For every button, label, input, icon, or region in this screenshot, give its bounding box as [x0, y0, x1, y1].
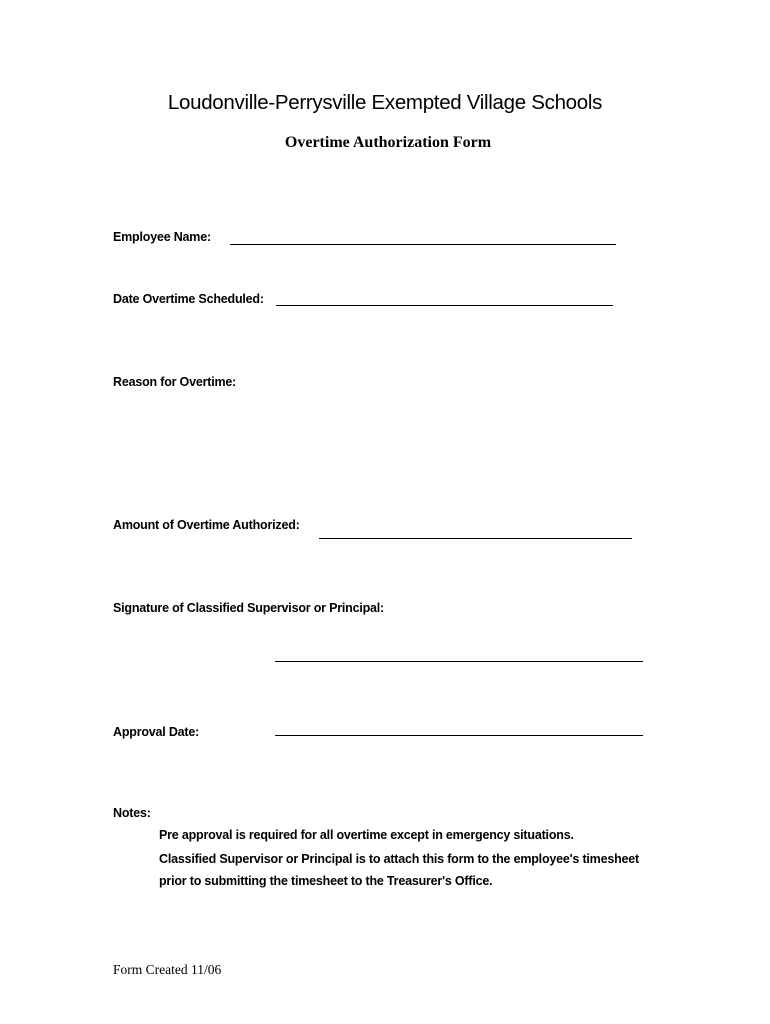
employee-name-label: Employee Name: — [113, 230, 211, 244]
district-title: Loudonville-Perrysville Exempted Village Schools — [167, 91, 603, 114]
date-scheduled-line[interactable] — [276, 305, 613, 306]
date-scheduled-label: Date Overtime Scheduled: — [113, 292, 264, 306]
form-footer: Form Created 11/06 — [113, 962, 222, 977]
note-item: Pre approval is required for all overtime except in emergency situations. — [159, 828, 574, 842]
notes-heading: Notes: — [113, 806, 151, 820]
reason-label: Reason for Overtime: — [113, 375, 237, 389]
form-title: Overtime Authorization Form — [284, 134, 492, 151]
reason-area[interactable] — [113, 398, 643, 498]
amount-label: Amount of Overtime Authorized: — [113, 518, 300, 532]
signature-line[interactable] — [275, 661, 643, 662]
approval-date-line[interactable] — [275, 735, 643, 736]
signature-label: Signature of Classified Supervisor or Principal: — [113, 601, 385, 615]
employee-name-line[interactable] — [230, 244, 616, 245]
approval-date-label: Approval Date: — [113, 725, 200, 739]
note-item: Classified Supervisor or Principal is to attach this form to the employee's timesheet prior to submitting the timesheet to the Treasurer's Office. — [159, 852, 639, 888]
amount-line[interactable] — [319, 538, 632, 539]
